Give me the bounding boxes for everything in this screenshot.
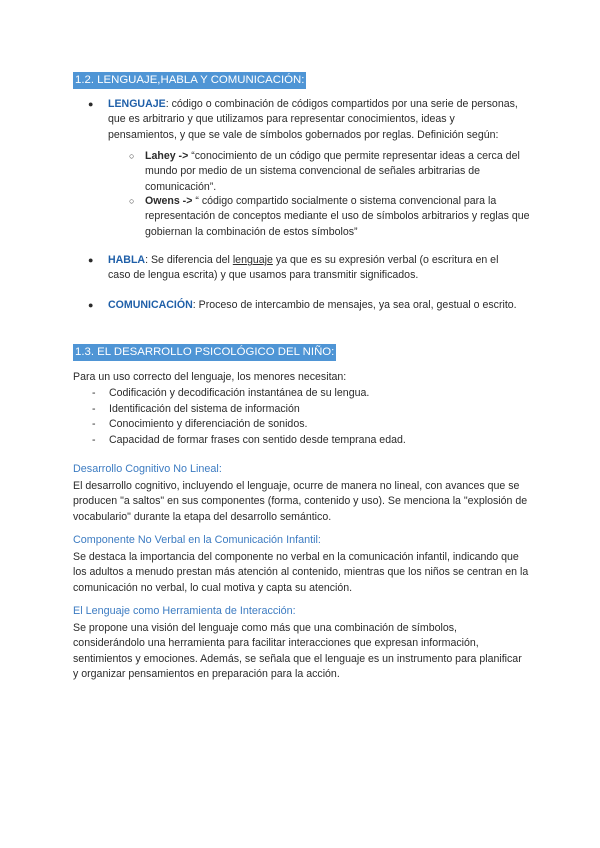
bullet-icon: ● (88, 300, 94, 310)
habla-text-before: : Se diferencia del (145, 254, 233, 266)
paragraph-cognitivo: El desarrollo cognitivo, incluyendo el lenguaje, ocurre de manera no lineal, con avances que se producen "a saltos" en sus componentes (forma, contenido y uso). Se menciona la "explosión de vocabulario" durante la etapa del desarrollo semántico. (73, 480, 528, 523)
term-comunicacion: COMUNICACIÓN (108, 299, 193, 311)
needs-intro: Para un uso correcto del lenguaje, los menores necesitan: (73, 371, 347, 383)
bullet-icon: ● (88, 255, 94, 265)
dash-marker: - (92, 418, 96, 430)
quote-lahey: “conocimiento de un código que permite representar ideas a cerca del mundo por medio de un sistema convencional de señales arbitrarias de comunicación”. (145, 150, 520, 193)
dash-marker: - (92, 387, 96, 399)
definition-lenguaje: : código o combinación de códigos compartidos por una serie de personas, que es arbitrario y que utilizamos para representar conocimientos, ideas y pensamientos, y que se vale de símbolos gobernados por reglas. Definición según: (108, 98, 518, 141)
list-item (92, 433, 522, 449)
list-item-text: Identificación del sistema de información (109, 402, 300, 415)
subheading-herramienta: El Lenguaje como Herramienta de Interacción: (73, 605, 296, 617)
sub-bullet-lahey-text (145, 149, 531, 195)
paragraph-no-verbal: Se destaca la importancia del componente no verbal en la comunicación infantil, indicando que los adultos a menudo prestan más atención al contenido, mientras que los niños se centran en la comunicación no verbal, lo cual motiva y capta su atención. (73, 551, 529, 594)
bullet-lenguaje-text (108, 97, 522, 143)
term-habla: HABLA (108, 254, 146, 266)
list-item (92, 417, 522, 433)
bullet-comunicacion-text (108, 298, 522, 313)
dash-marker: - (92, 402, 96, 415)
term-lenguaje: LENGUAJE (108, 98, 166, 110)
list-item (92, 386, 522, 402)
subheading-no-verbal: Componente No Verbal en la Comunicación Infantil: (73, 534, 321, 546)
sub-bullet-owens-text (145, 194, 531, 240)
bullet-icon: ● (88, 99, 94, 109)
bullet-habla-text (108, 253, 522, 284)
list-item (92, 402, 522, 418)
list-item-text: Codificación y decodificación instantánea de su lengua. (109, 387, 370, 399)
circle-bullet-icon: ○ (129, 196, 135, 206)
list-item-text: Capacidad de formar frases con sentido desde temprana edad. (109, 433, 406, 446)
underlined-lenguaje: lenguaje (232, 254, 273, 266)
circle-bullet-icon: ○ (129, 151, 135, 161)
definition-comunicacion: : Proceso de intercambio de mensajes, ya sea oral, gestual o escrito. (192, 299, 517, 311)
quote-owens: “ código compartido socialmente o sistema convencional para la representación de conceptos mediante el uso de símbolos arbitrarios y reglas que gobiernan la combinación de estos símbolos” (145, 195, 530, 238)
subheading-cognitivo: Desarrollo Cognitivo No Lineal: (73, 463, 222, 475)
paragraph-herramienta: Se propone una visión del lenguaje como más que una combinación de símbolos, considerándolo una herramienta para facilitar interacciones que expresan información, sentimientos y emociones. Además, se señala que el lenguaje es un instrumento para planificar y organizar pensamientos en preparación para la acción. (73, 622, 522, 680)
dash-marker: - (92, 433, 96, 446)
section-heading-desarrollo: 1.3. EL DESARROLLO PSICOLÓGICO DEL NIÑO: (73, 344, 336, 361)
section-heading-lenguaje: 1.2. LENGUAJE,HABLA Y COMUNICACIÓN: (73, 72, 306, 89)
habla-text-after: ya que es su expresión verbal (o escritura en el caso de lengua escrita) y que usamos para transmitir significados. (108, 254, 499, 282)
list-item-text: Conocimiento y diferenciación de sonidos. (109, 418, 308, 430)
needs-list (92, 386, 522, 448)
author-owens: Owens -> (145, 195, 193, 207)
author-lahey: Lahey -> (145, 150, 189, 162)
